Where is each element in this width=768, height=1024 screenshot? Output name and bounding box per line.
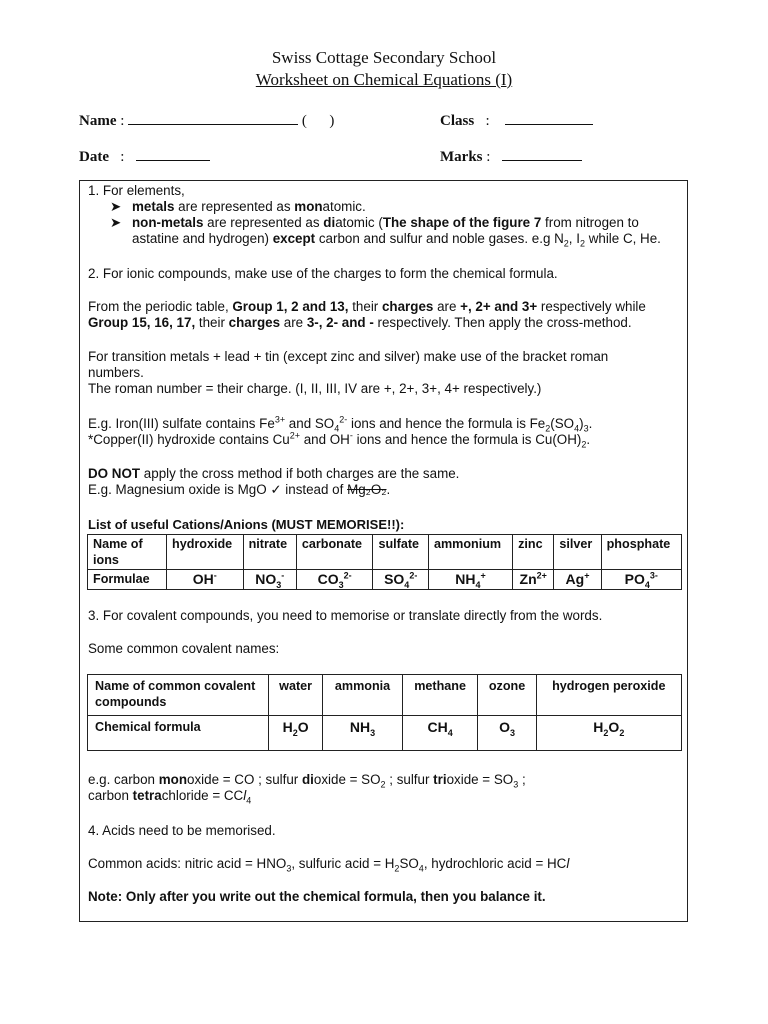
- table-cell: $H_2O_2$: [536, 716, 681, 751]
- table-cell: $SO_4^{2-}$: [373, 570, 429, 590]
- ionic-examples: E.g. Iron(III) sulfate contains $Fe^{3+}$ and $SO_4^{2-}$ ions and hence the formula is $Fe_2(SO_4)_3$. *Copper(II) hydroxide contains $Cu^{2+}$ and OH- ions and hence the formula is $Cu(OH)_2$.: [88, 414, 593, 450]
- covalent-examples: e.g. carbon monoxide = CO ; sulfur dioxide = $SO_2$ ; sulfur trioxide = $SO_3$ ; carbon tetrachloride = CCl$_4$: [88, 772, 526, 806]
- table-cell: water: [269, 675, 323, 716]
- section3-heading: 3. For covalent compounds, you need to memorise or translate directly from the words.: [88, 608, 603, 623]
- do-not-paragraph: DO NOT apply the cross method if both charges are the same. E.g. Magnesium oxide is MgO ✓ instead of Mg₂O₂.: [88, 466, 460, 497]
- table-cell: OH-: [167, 570, 244, 590]
- ions-table: [87, 534, 682, 590]
- table-cell: ammonium: [428, 535, 512, 570]
- table-cell: $O_3$: [478, 716, 536, 751]
- table-cell: Formulae: [88, 570, 167, 590]
- balance-note: Note: Only after you write out the chemical formula, then you balance it.: [88, 889, 546, 904]
- section4-heading: 4. Acids need to be memorised.: [88, 823, 276, 838]
- table-cell: $PO_4^{3-}$: [601, 570, 681, 590]
- table-cell: Ag+: [554, 570, 601, 590]
- common-acids: Common acids: nitric acid = $HNO_3$, sulfuric acid = $H_2SO_4$, hydrochloric acid = HCl: [88, 856, 570, 874]
- transition-metals-paragraph: For transition metals + lead + tin (except zinc and silver) make use of the bracket roman numbers. The roman number = their charge. (I, II, III, IV are +, 2+, 3+, 4+ respectively.): [88, 349, 609, 396]
- table-cell: Name of ions: [88, 535, 167, 570]
- section1-heading: 1. For elements,: [88, 183, 185, 198]
- table-cell: $H_2O$: [269, 716, 323, 751]
- class-field[interactable]: Class :: [440, 110, 593, 130]
- marks-field[interactable]: Marks :: [440, 146, 582, 166]
- arrow-bullet-icon: ➤: [110, 199, 122, 214]
- table-cell: sulfate: [373, 535, 429, 570]
- table-cell: $NH_3$: [323, 716, 403, 751]
- ions-list-title: List of useful Cations/Anions (MUST MEMORISE!!):: [88, 517, 405, 532]
- section2-heading: 2. For ionic compounds, make use of the charges to form the chemical formula.: [88, 266, 558, 281]
- table-cell: hydrogen peroxide: [536, 675, 681, 716]
- arrow-bullet-icon: ➤: [110, 215, 122, 230]
- table-cell: nitrate: [243, 535, 296, 570]
- table-cell: methane: [402, 675, 478, 716]
- content-box: 1. For elements, ➤ metals are represented as monatomic. ➤ non-metals are represented as diatomic (The shape of the figure 7 from nitrogen to astatine and hydrogen) except carbon and sulfur and noble gases. e.g $N_2$, $I_2$ while C, He. 2. For ionic compounds, make use of the charges to form the chemical formula. From the periodic table, Group 1, 2 and 13, their charges are +, 2+ and 3+ respectively while Group 15, 16, 17, their charges are 3-, 2- and - respectively. Then apply the cross-method. For transition metals + lead + tin (except zinc and silver) make use of the bracket roman numbers. The roman number = their charge. (I, II, III, IV are +, 2+, 3+, 4+ respectively.) E.g. Iron(III) sulfate contains $Fe^{3+}$ and $SO_4^{2-}$ ions and hence the formula is $Fe_2(SO_4)_3$. *Copper(II) hydroxide contains $Cu^{2+}$ and OH- ions and hence the formula is $Cu(OH)_2$. DO NOT apply the cross method if both charges are the same. E.g. Magnesium oxide is MgO ✓ instead of Mg₂O₂. List of useful Cations/Anions (MUST MEMORISE!!): Name of ions hydroxide nitrate carbonate sulfate ammonium zinc silver phosphate Formulae OH- $NO_3^-$ $CO_3^{2-}$ $SO_4^{2-}$ $NH_4^+$ $Zn^{2+}$ Ag+ $PO_4^{3-}$ 3. For covalent compounds, you need to memorise or translate directly from the words. Some common covalent names: Name of common covalent compounds water ammonia methane ozone hydrogen peroxide Chemical formula $H_2O$ $NH_3$ $CH_4$ $O_3$ $H_2O_2$ e.g. carbon monoxide = CO ; sulfur dioxide = $SO_2$ ; sulfur trioxide = $SO_3$ ; carbon tetrachloride = CCl$_4$ 4. Acids need to be memorised. Common acids: nitric acid = $HNO_3$, sulfuric acid = $H_2SO_4$, hydrochloric acid = HCl Note: Only after you write out the chemical formula, then you balance it.: [79, 180, 688, 922]
- table-cell: Chemical formula: [88, 716, 269, 751]
- table-cell: $CH_4$: [402, 716, 478, 751]
- section3-sub: Some common covalent names:: [88, 641, 280, 656]
- table-cell: ammonia: [323, 675, 403, 716]
- table-cell: phosphate: [601, 535, 681, 570]
- table-cell: ozone: [478, 675, 536, 716]
- table-cell: silver: [554, 535, 601, 570]
- date-field[interactable]: Date :: [79, 146, 210, 166]
- school-name: Swiss Cottage Secondary School: [271, 48, 497, 67]
- table-cell: hydroxide: [167, 535, 244, 570]
- table-cell: $NO_3^-$: [243, 570, 296, 590]
- covalent-table: [87, 674, 682, 751]
- table-cell: $Zn^{2+}$: [513, 570, 554, 590]
- table-cell: $CO_3^{2-}$: [296, 570, 373, 590]
- table-cell: zinc: [513, 535, 554, 570]
- table-cell: carbonate: [296, 535, 373, 570]
- name-field[interactable]: Name : ( ): [79, 110, 334, 130]
- periodic-groups-paragraph: From the periodic table, Group 1, 2 and 13, their charges are +, 2+ and 3+ respectively while Group 15, 16, 17, their charges are 3-, 2- and - respectively. Then apply the cross-method.: [88, 299, 646, 330]
- table-cell: $NH_4^+$: [428, 570, 512, 590]
- table-cell: Name of common covalent compounds: [88, 675, 269, 716]
- worksheet-title: Worksheet on Chemical Equations (I): [255, 70, 513, 89]
